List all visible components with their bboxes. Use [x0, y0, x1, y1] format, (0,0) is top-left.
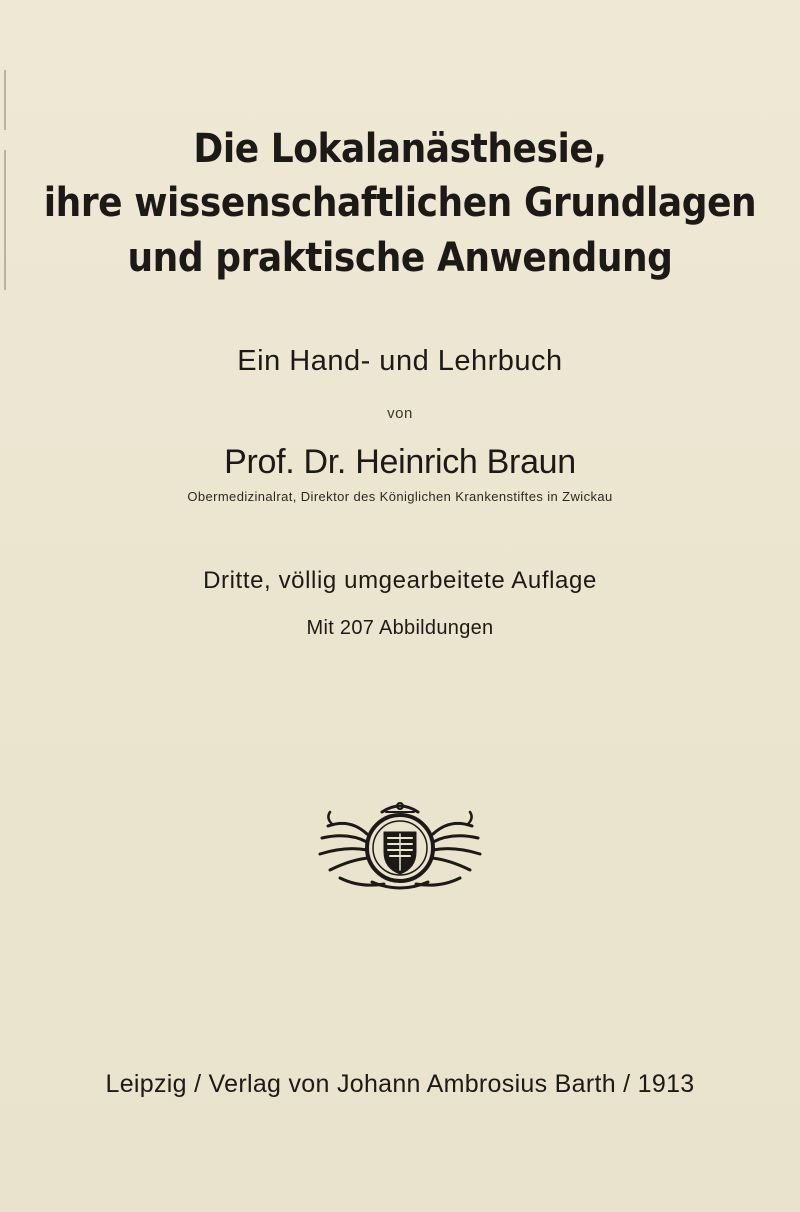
publisher-crest-icon: [310, 798, 490, 892]
binding-edge: [4, 150, 6, 290]
edition-statement: Dritte, völlig umgearbeitete Auflage: [203, 567, 597, 594]
publisher-imprint: Leipzig / Verlag von Johann Ambrosius Barth / 1913: [105, 1070, 695, 1098]
author-affiliation: Obermedizinalrat, Direktor des Königlichen Krankenstiftes in Zwickau: [187, 489, 613, 504]
title-line-2: ihre wissenschaftlichen Grundlagen: [43, 180, 757, 226]
title-line-1: Die Lokalanästhesie,: [193, 126, 607, 172]
author-name: Prof. Dr. Heinrich Braun: [224, 443, 576, 481]
subtitle: Ein Hand- und Lehrbuch: [237, 345, 563, 377]
illustrations-note: Mit 207 Abbildungen: [306, 617, 494, 639]
title-line-3: und praktische Anwendung: [127, 235, 673, 281]
binding-edge: [4, 70, 6, 130]
by-word: von: [387, 405, 413, 422]
